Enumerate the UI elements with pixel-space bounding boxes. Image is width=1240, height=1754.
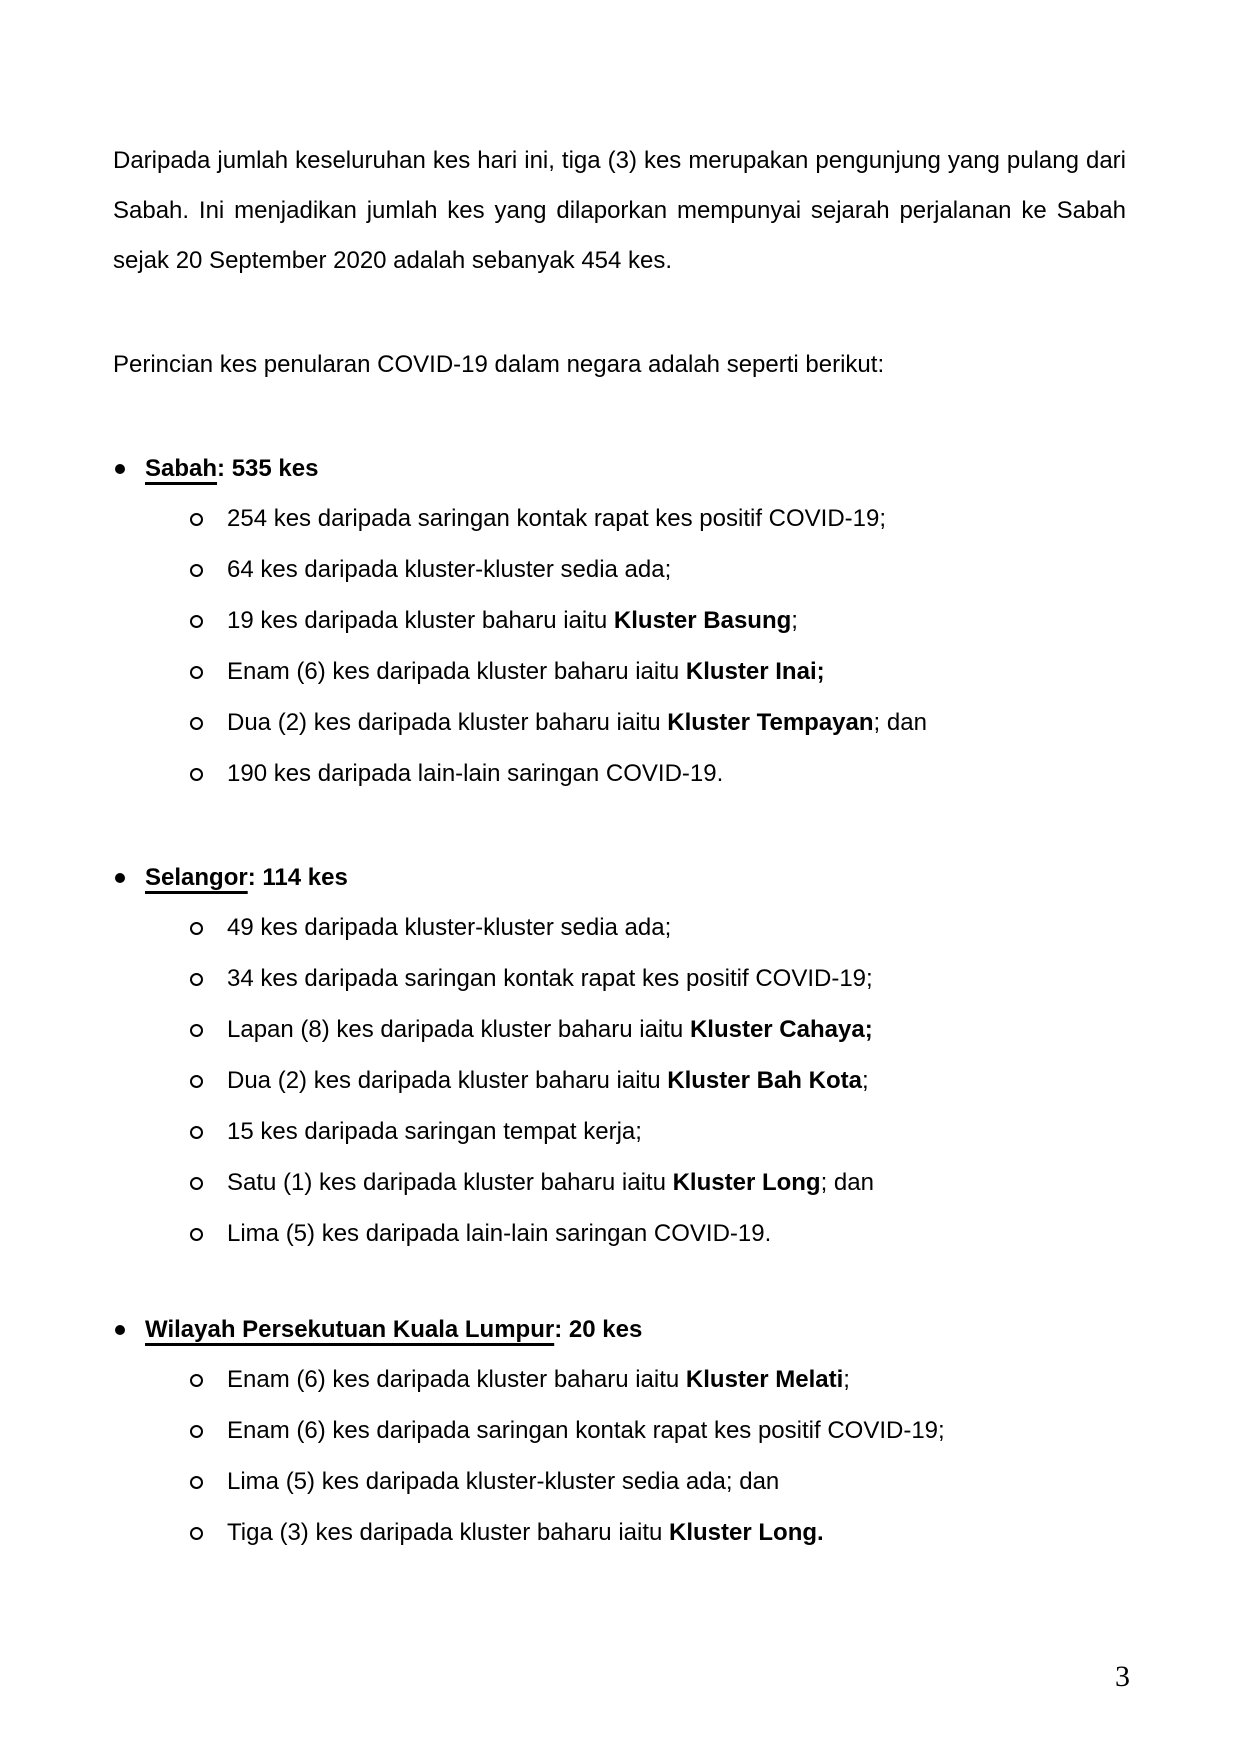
sub-bullet-icon [190, 1024, 203, 1037]
list-item-text: Enam (6) kes daripada kluster baharu iaitu Kluster Melati; [227, 1366, 850, 1393]
list-item [113, 1406, 1126, 1456]
region-total: : 20 kes [554, 1316, 643, 1343]
sub-bullet-icon [190, 1374, 203, 1387]
list-item-text: 19 kes daripada kluster baharu iaitu Kluster Basung; [227, 607, 798, 634]
sub-bullet-icon [190, 1476, 203, 1489]
list-item [113, 494, 1126, 544]
list-item-text: Tiga (3) kes daripada kluster baharu iaitu Kluster Long. [227, 1519, 824, 1546]
list-item-text: 254 kes daripada saringan kontak rapat kes positif COVID-19; [227, 505, 887, 532]
section-header-sabah [113, 444, 1126, 494]
list-item [113, 1355, 1126, 1405]
region-name: Wilayah Persekutuan Kuala Lumpur [145, 1316, 555, 1343]
list-item-text: Enam (6) kes daripada kluster baharu iaitu Kluster Inai; [227, 658, 825, 685]
sub-bullet-icon [190, 666, 203, 679]
list-item-text: Satu (1) kes daripada kluster baharu iaitu Kluster Long; dan [227, 1169, 874, 1196]
region-total: : 535 kes [217, 455, 319, 482]
sub-bullet-icon [190, 1228, 203, 1241]
list-item-text: Dua (2) kes daripada kluster baharu iaitu Kluster Bah Kota; [227, 1067, 869, 1094]
list-item [113, 545, 1126, 595]
sub-bullet-icon [190, 513, 203, 526]
region-name: Sabah [145, 455, 218, 482]
bullet-icon [115, 464, 125, 474]
sub-bullet-icon [190, 973, 203, 986]
bullet-icon [115, 1325, 125, 1335]
list-item-text: Lima (5) kes daripada lain-lain saringan COVID-19. [227, 1220, 772, 1247]
list-item [113, 698, 1126, 748]
list-item [113, 749, 1126, 799]
list-item [113, 647, 1126, 697]
sub-bullet-icon [190, 615, 203, 628]
sub-bullet-icon [190, 564, 203, 577]
list-item-text: Lapan (8) kes daripada kluster baharu iaitu Kluster Cahaya; [227, 1016, 873, 1043]
list-item-text: 15 kes daripada saringan tempat kerja; [227, 1118, 642, 1145]
list-item [113, 1056, 1126, 1106]
region-total: : 114 kes [247, 864, 348, 891]
list-item-text: 49 kes daripada kluster-kluster sedia ada; [227, 914, 672, 941]
section-header-selangor [113, 853, 1126, 903]
list-item [113, 1158, 1126, 1208]
bullet-icon [115, 873, 125, 883]
sub-bullet-icon [190, 1075, 203, 1088]
list-item-text: Dua (2) kes daripada kluster baharu iaitu Kluster Tempayan; dan [227, 709, 927, 736]
list-item-text: Lima (5) kes daripada kluster-kluster sedia ada; dan [227, 1468, 780, 1495]
list-item [113, 1457, 1126, 1507]
list-item [113, 1005, 1126, 1055]
list-item [113, 596, 1126, 646]
sub-bullet-icon [190, 1177, 203, 1190]
section-kuala-lumpur [113, 1305, 1126, 1558]
sub-bullet-icon [190, 1527, 203, 1540]
list-item-text: Enam (6) kes daripada saringan kontak rapat kes positif COVID-19; [227, 1417, 945, 1444]
section-sabah [113, 444, 1126, 799]
list-item-text: 190 kes daripada lain-lain saringan COVID-19. [227, 760, 724, 787]
list-item-text: 64 kes daripada kluster-kluster sedia ada; [227, 556, 672, 583]
list-item [113, 954, 1126, 1004]
list-item [113, 1508, 1126, 1558]
list-item [113, 903, 1126, 953]
sub-bullet-icon [190, 717, 203, 730]
sub-bullet-icon [190, 1425, 203, 1438]
details-intro-paragraph: Perincian kes penularan COVID-19 dalam negara adalah seperti berikut: [113, 351, 885, 378]
section-header-kuala-lumpur [113, 1305, 1126, 1355]
list-item [113, 1107, 1126, 1157]
section-selangor [113, 853, 1126, 1259]
region-sections [113, 444, 1126, 1558]
sub-bullet-icon [190, 1126, 203, 1139]
intro-paragraph: Daripada jumlah keseluruhan kes hari ini, tiga (3) kes merupakan pengunjung yang pulang dari Sabah. Ini menjadikan jumlah kes yang dilaporkan mempunyai sejarah perjalanan ke Sabah sejak 20 September 2020 adalah sebanyak 454 kes. [113, 147, 1126, 274]
sub-bullet-icon [190, 922, 203, 935]
sub-bullet-icon [190, 768, 203, 781]
list-item-text: 34 kes daripada saringan kontak rapat kes positif COVID-19; [227, 965, 873, 992]
list-item [113, 1209, 1126, 1259]
page-number: 3 [1115, 1660, 1130, 1693]
region-name: Selangor [145, 864, 248, 891]
